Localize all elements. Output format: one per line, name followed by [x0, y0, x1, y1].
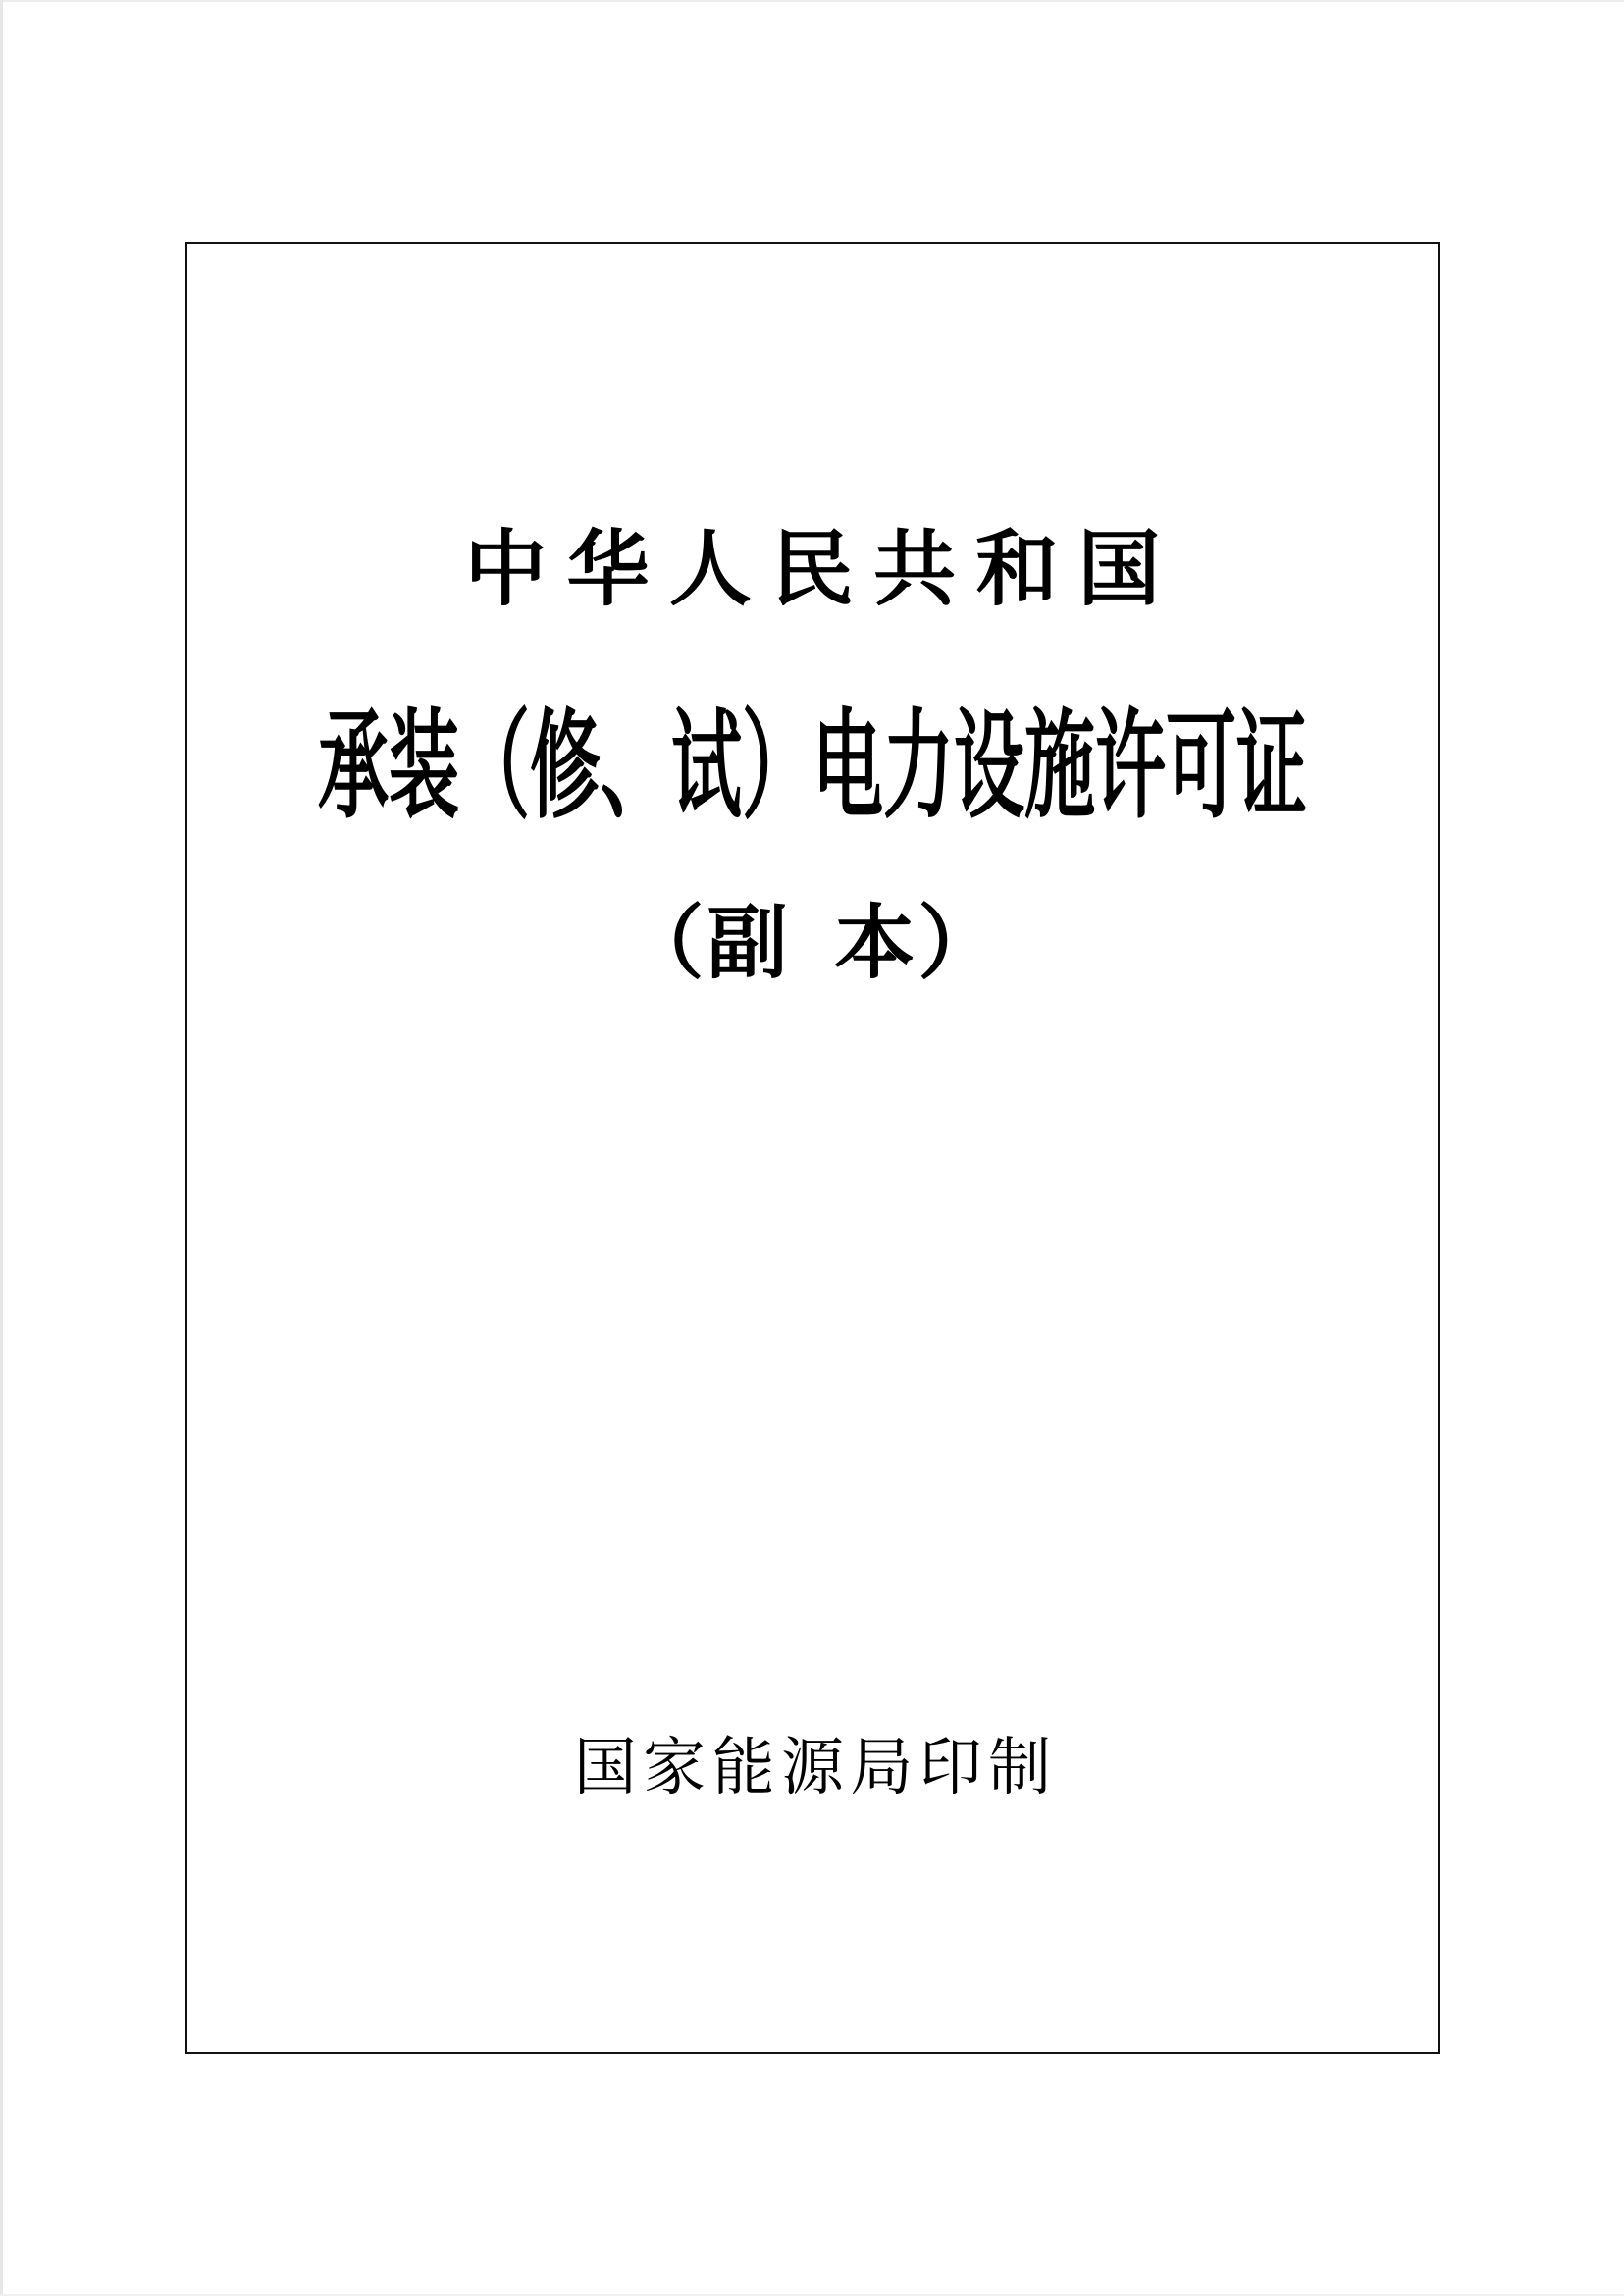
issuer-label: 国家能源局印制 [573, 1732, 1058, 1802]
country-title: 中华人民共和国 [464, 523, 1180, 615]
license-title-row [187, 701, 1438, 832]
page-edge-artifact-top [0, 0, 1624, 2]
copy-type-label: （副 本） [623, 899, 1002, 988]
license-title: 承装（修、试）电力设施许可证 [317, 701, 1307, 832]
page-edge-artifact-left [0, 0, 3, 2296]
cover-border-frame [185, 242, 1440, 2054]
